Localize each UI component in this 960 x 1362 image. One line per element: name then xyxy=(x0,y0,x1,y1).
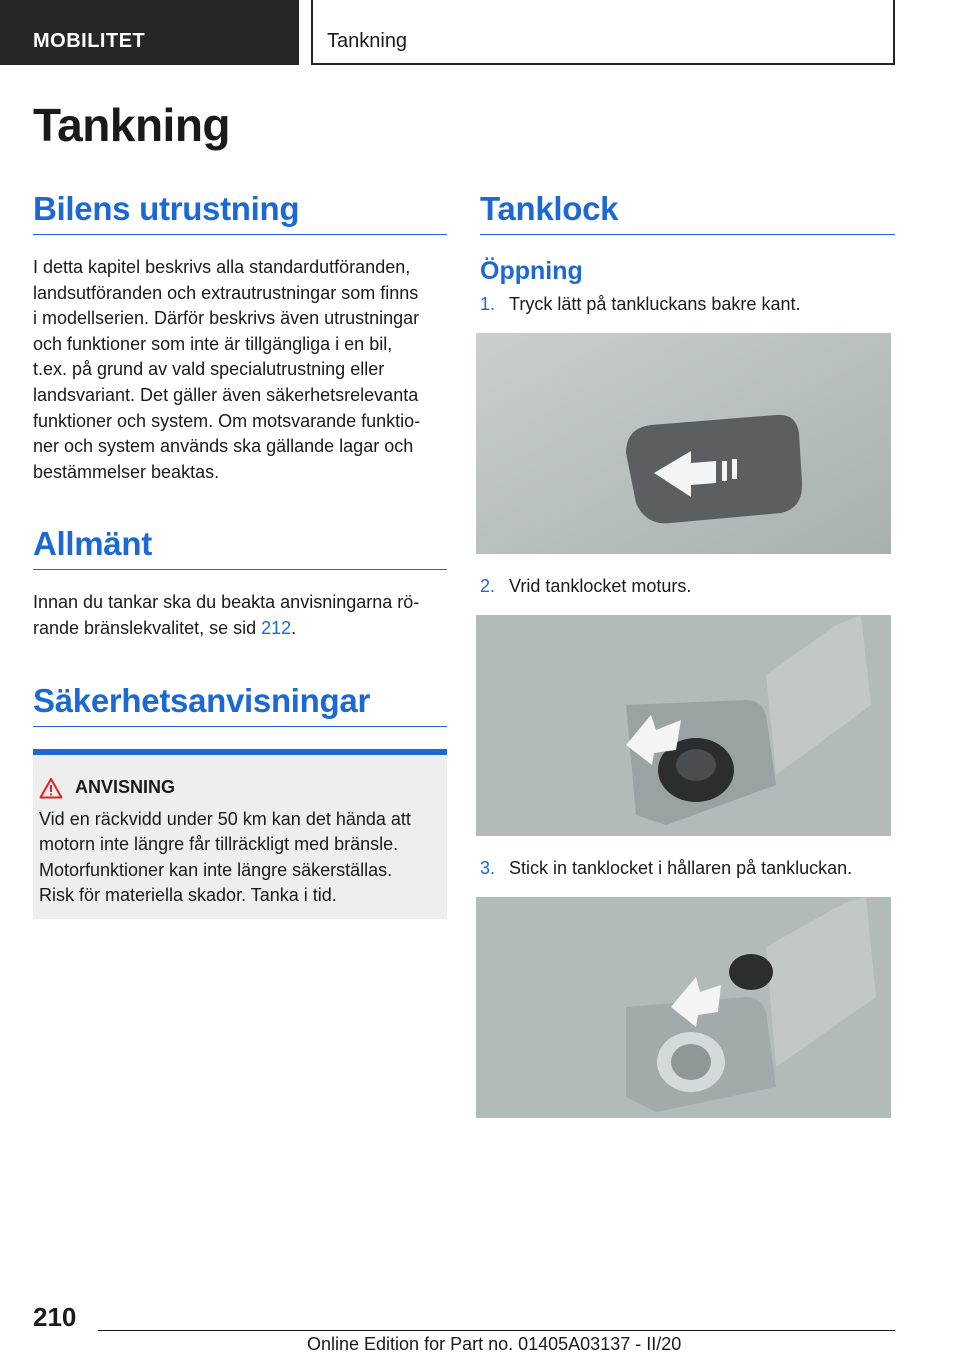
text-line: Motorfunktioner kan inte längre säkerställas. xyxy=(39,859,393,880)
turn-cap-photo xyxy=(476,615,891,836)
page-number: 210 xyxy=(33,1302,77,1332)
heading-general: Allmänt xyxy=(33,525,447,570)
step-text: Stick in tanklocket i hållaren på tankluckan. xyxy=(509,858,853,878)
warning-triangle-icon xyxy=(39,777,63,799)
notice-box xyxy=(33,749,447,919)
heading-opening: Öppning xyxy=(480,257,583,285)
step-number: 1. xyxy=(480,294,496,314)
notice-text xyxy=(39,807,441,909)
notice-title: ANVISNING xyxy=(75,777,176,798)
page-title: Tankning xyxy=(33,99,231,151)
heading-fuel-cap: Tanklock xyxy=(480,190,895,235)
step-2 xyxy=(480,574,895,599)
step-number: 2. xyxy=(480,576,496,596)
section-tab: MOBILITET xyxy=(0,0,299,65)
text-line: t.ex. på grund av vald specialutrustning eller xyxy=(33,359,385,380)
text-line: rande bränslekvalitet, se sid xyxy=(33,617,262,638)
text-line: Innan du tankar ska du beakta anvisningarna rö‐ xyxy=(33,592,420,613)
cap-holder-photo xyxy=(476,897,891,1118)
text-line: bestämmelser beaktas. xyxy=(33,461,220,482)
text-line: Vid en räckvidd under 50 km kan det hända att xyxy=(39,808,411,829)
equipment-paragraph xyxy=(33,255,447,485)
page-link-212[interactable]: 212 xyxy=(261,617,292,638)
step-text: Vrid tanklocket moturs. xyxy=(509,576,692,596)
general-paragraph xyxy=(33,590,447,641)
text-line: motorn inte längre får tillräckligt med bränsle. xyxy=(39,834,399,855)
step-text: Tryck lätt på tankluckans bakre kant. xyxy=(509,294,801,314)
text-line: ner och system används ska gällande lagar och xyxy=(33,436,414,457)
step-1 xyxy=(480,292,895,317)
heading-equipment: Bilens utrustning xyxy=(33,190,447,235)
chapter-header: Tankning xyxy=(311,0,895,65)
text-line: I detta kapitel beskrivs alla standardutföranden, xyxy=(33,257,411,277)
text-line: landsvariant. Det gäller även säkerhetsrelevanta xyxy=(33,384,419,405)
left-column xyxy=(33,190,447,919)
footer-divider xyxy=(98,1330,895,1331)
edition-text: Online Edition for Part no. 01405A03137 - II/20 xyxy=(307,1334,682,1354)
step-3 xyxy=(480,856,895,881)
text-line: Risk för materiella skador. Tanka i tid. xyxy=(39,885,337,906)
text-line: och funktioner som inte är tillgängliga i en bil, xyxy=(33,333,393,354)
notice-header xyxy=(39,777,441,799)
step-number: 3. xyxy=(480,858,496,878)
text-punct: . xyxy=(291,617,297,638)
heading-safety: Säkerhetsanvisningar xyxy=(33,682,447,727)
text-line: i modellserien. Därför beskrivs även utrustningar xyxy=(33,308,420,329)
right-column xyxy=(480,190,895,1118)
fuel-flap-photo xyxy=(476,333,891,554)
text-line: funktioner och system. Om motsvarande funktio‐ xyxy=(33,410,421,431)
text-line: landsutföranden och extrautrustningar som finns xyxy=(33,282,419,303)
